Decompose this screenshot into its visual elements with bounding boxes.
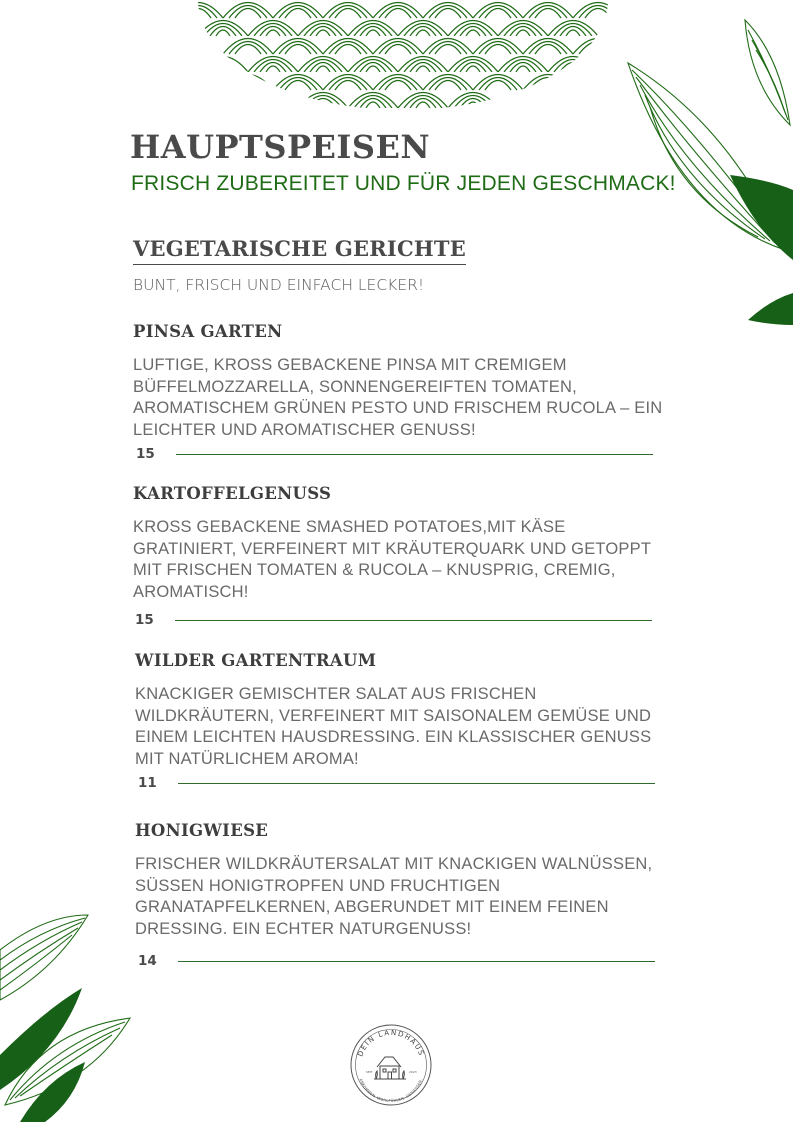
- dish-price: 14: [138, 953, 157, 969]
- house-icon: [374, 1057, 406, 1079]
- divider: [176, 454, 653, 455]
- menu-item: [135, 821, 675, 969]
- logo-left-text: SEIT: [366, 1070, 373, 1074]
- dish-name: HONIGWIESE: [135, 821, 269, 840]
- dish-name: WILDER GARTENTRAUM: [135, 651, 377, 670]
- dish-description: LUFTIGE, KROSS GEBACKENE PINSA MIT CREMIGEM BÜFFELMOZZARELLA, SONNENGEREIFTEN TOMATEN, AROMATISCHEM GRÜNEN PESTO UND FRISCHEM RUCOLA – EIN LEICHTER UND AROMATISCHER GENUSS!: [133, 356, 663, 439]
- page-title: HAUPTSPEISEN: [130, 128, 431, 166]
- leaf-icon: [0, 910, 135, 1122]
- divider: [178, 961, 655, 962]
- price-row: [138, 953, 655, 969]
- dish-description: KROSS GEBACKENE SMASHED POTATOES,MIT KÄSE GRATINIERT, VERFEINERT MIT KRÄUTERQUARK UND GETOPPT MIT FRISCHEN TOMATEN & RUCOLA – KNUSPRIG, CREMIG, AROMATISCH!: [133, 518, 651, 601]
- dish-name: PINSA GARTEN: [133, 322, 283, 341]
- top-leaf-pattern-icon: [198, 0, 608, 110]
- divider: [175, 620, 652, 621]
- logo-bottom-text: ANKOMMEN. WOHLFÜHLEN. GENIESSEN.: [358, 1078, 424, 1104]
- price-row: [135, 612, 652, 628]
- menu-item: [133, 322, 673, 462]
- dish-price: 15: [135, 612, 154, 628]
- price-row: [136, 446, 653, 462]
- menu-item: [135, 651, 675, 791]
- price-row: [138, 775, 655, 791]
- dish-price: 15: [136, 446, 155, 462]
- svg-text:ANKOMMEN. WOHLFÜHLEN. GENIESSE: [359, 1078, 424, 1103]
- dish-name: KARTOFFELGENUSS: [133, 484, 332, 503]
- page-subtitle: FRISCH ZUBEREITET UND FÜR JEDEN GESCHMACK!: [131, 172, 676, 195]
- dish-price: 11: [138, 775, 157, 791]
- logo-right-text: 2023: [409, 1070, 417, 1074]
- dish-description: KNACKIGER GEMISCHTER SALAT AUS FRISCHEN WILDKRÄUTERN, VERFEINERT MIT SAISONALEM GEMÜSE UND EINEM LEICHTEN HAUSDRESSING. EIN KLASSISCHER GENUSS MIT NATÜRLICHEM AROMA!: [135, 685, 652, 768]
- logo-top-text: DEIN LANDHAUS: [356, 1028, 426, 1058]
- section-subtitle: BUNT, FRISCH UND EINFACH LECKER!: [133, 276, 425, 294]
- logo: [349, 1023, 433, 1107]
- menu-item: [133, 484, 673, 628]
- dish-description: FRISCHER WILDKRÄUTERSALAT MIT KNACKIGEN WALNÜSSEN, SÜSSEN HONIGTROPFEN UND FRUCHTIGEN GRANATAPFELKERNEN, ABGERUNDET MIT EINEM FEINEN DRESSING. EIN ECHTER NATURGENUSS!: [135, 855, 653, 938]
- divider: [178, 783, 655, 784]
- section-title: VEGETARISCHE GERICHTE: [133, 236, 466, 265]
